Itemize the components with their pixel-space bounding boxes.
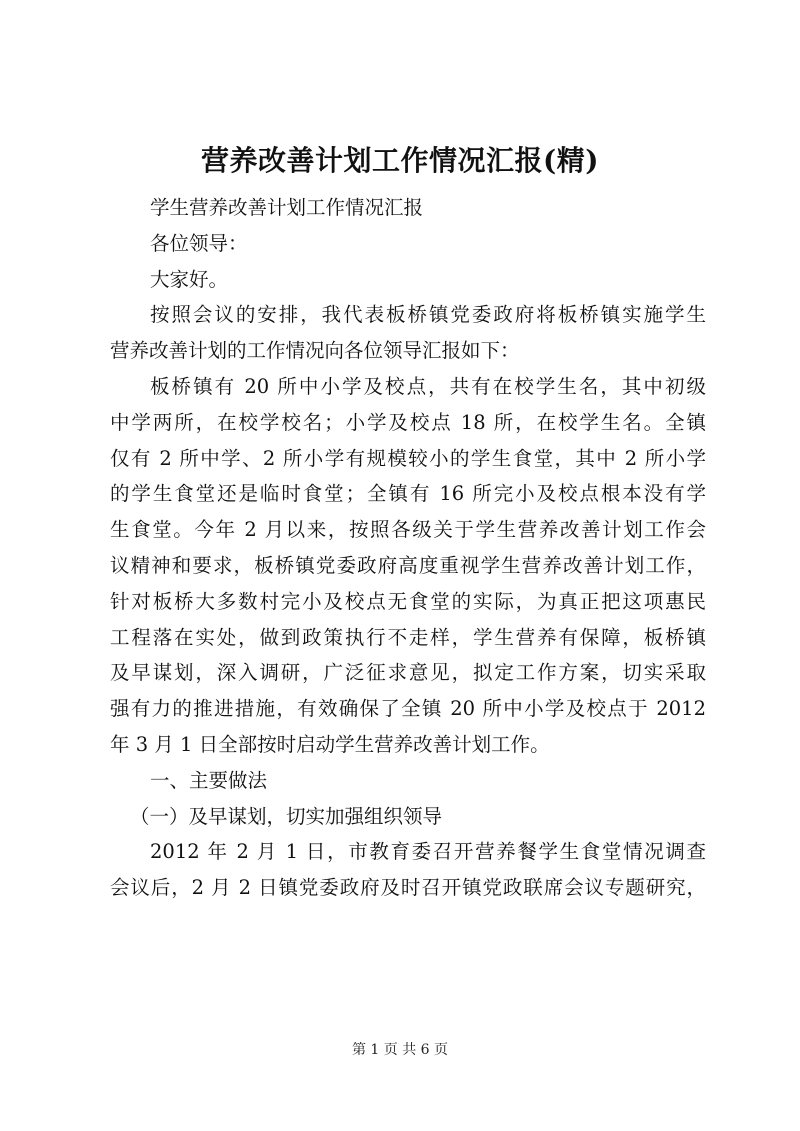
paragraph-line: 板桥镇有 20 所中小学及校点，共有在校学生名，其中初级 xyxy=(150,374,706,398)
paragraph-line: 会议后，2 月 2 日镇党委政府及时召开镇党政联席会议专题研究， xyxy=(110,876,706,900)
page-footer: 第 1 页 共 6 页 xyxy=(351,1042,449,1058)
section-heading: 一、主要做法 xyxy=(150,768,268,792)
document-body xyxy=(110,190,706,906)
paragraph-line: 仅有 2 所中学、2 所小学有规模较小的学生食堂，其中 2 所小学 xyxy=(110,446,706,470)
paragraph-line: 年 3 月 1 日全部按时启动学生营养改善计划工作。 xyxy=(110,732,550,756)
paragraph-line: 强有力的推进措施，有效确保了全镇 20 所中小学及校点于 2012 xyxy=(110,697,706,721)
paragraph-line: 生食堂。今年 2 月以来，按照各级关于学生营养改善计划工作会 xyxy=(110,518,706,542)
paragraph-line: 2012 年 2 月 1 日，市教育委召开营养餐学生食堂情况调查 xyxy=(150,840,706,864)
paragraph-line: 工程落在实处，做到政策执行不走样，学生营养有保障，板桥镇 xyxy=(110,625,706,649)
salutation-line: 各位领导： xyxy=(150,231,248,255)
paragraph-line: 营养改善计划的工作情况向各位领导汇报如下： xyxy=(110,339,520,363)
subtitle-line: 学生营养改善计划工作情况汇报 xyxy=(150,196,424,219)
paragraph-line: 的学生食堂还是临时食堂；全镇有 16 所完小及校点根本没有学 xyxy=(110,482,706,506)
greeting-line: 大家好。 xyxy=(150,267,229,291)
paragraph-line: 及早谋划，深入调研，广泛征求意见，拟定工作方案，切实采取 xyxy=(110,661,706,685)
paragraph-line: 议精神和要求，板桥镇党委政府高度重视学生营养改善计划工作， xyxy=(110,553,706,577)
paragraph-line: 中学两所，在校学校名；小学及校点 18 所，在校学生名。全镇 xyxy=(110,410,706,434)
subsection-heading: （一）及早谋划，切实加强组织领导 xyxy=(130,804,443,828)
paragraph-line: 针对板桥大多数村完小及校点无食堂的实际，为真正把这项惠民 xyxy=(110,589,706,613)
paragraph-line: 按照会议的安排，我代表板桥镇党委政府将板桥镇实施学生 xyxy=(150,303,706,327)
document-title: 营养改善计划工作情况汇报(精) xyxy=(201,144,599,177)
